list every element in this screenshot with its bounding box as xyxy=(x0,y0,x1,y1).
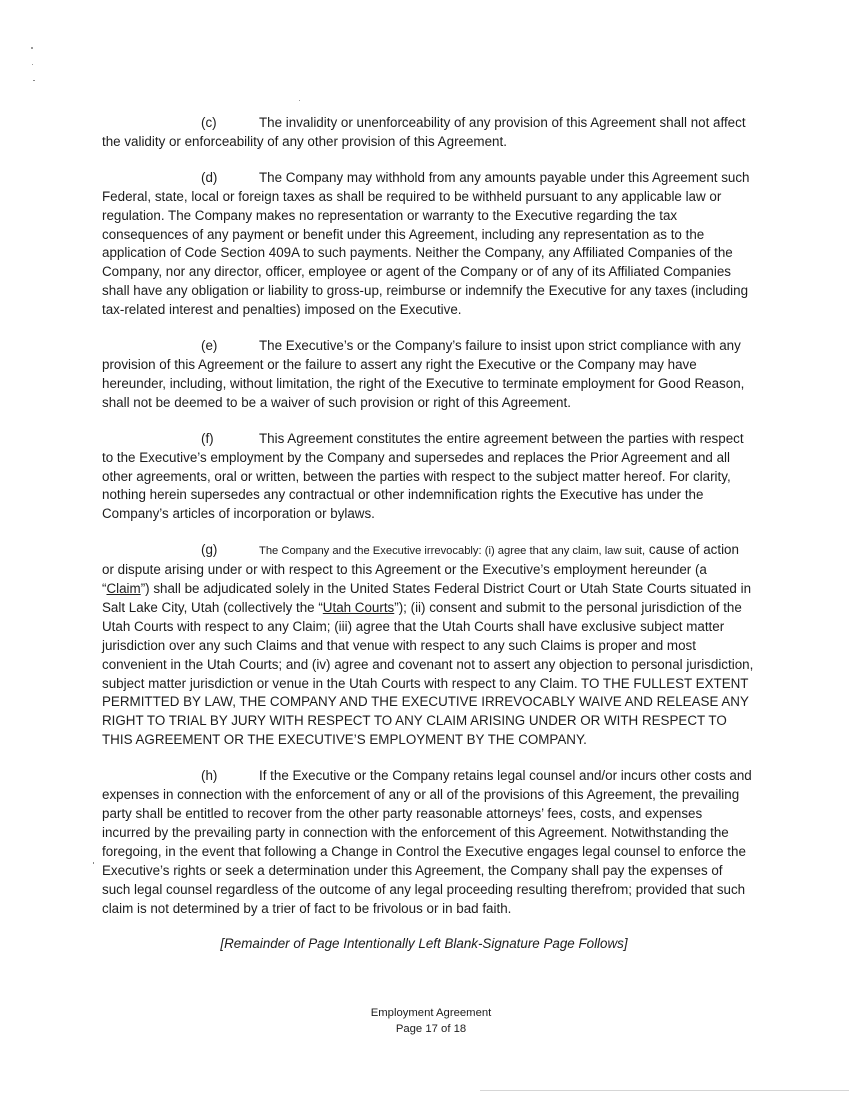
document-body xyxy=(102,114,754,954)
paragraph-label: (e) xyxy=(201,338,218,354)
paragraph-f xyxy=(102,430,754,525)
paragraph-text: The Executive’s or the Company’s failure to insist upon strict compliance with any provision of this Agreement or the failure to assert any right the Executive or the Company may have hereunder, including, without limitation, the right of the Executive to terminate employment for Good Reason, shall not be deemed to be a waiver of such provision or right of this Agreement. xyxy=(102,338,745,410)
paragraph-text: ”) shall be adjudicated solely in the United States Federal District Court or Utah State Courts situated in Salt Lake City, Utah (collectively the “ xyxy=(102,581,752,615)
paragraph-text: The invalidity or unenforceability of any provision of this Agreement shall not affect the validity or enforceability of any other provision of this Agreement. xyxy=(102,115,746,149)
paragraph-text: This Agreement constitutes the entire agreement between the parties with respect to the Executive’s employment by the Company and supersedes and replaces the Prior Agreement and all other agreements, oral or written, between the parties with respect to the subject matter hereof. For clarity, nothing herein supersedes any contractual or other indemnification rights the Executive has under the Company’s articles of incorporation or bylaws. xyxy=(102,430,744,522)
defined-term-utah-courts: Utah Courts xyxy=(322,599,395,615)
paragraph-e xyxy=(102,337,754,413)
scan-speck xyxy=(299,100,300,101)
scan-speck xyxy=(33,80,35,81)
scan-speck xyxy=(31,47,33,49)
paragraph-d xyxy=(102,169,754,320)
paragraph-text: cause of action or dispute arising under or with respect to this Agreement or the Executive’s employment hereunder (a “ xyxy=(102,542,739,597)
paragraph-text: ”); (ii) consent and submit to the personal jurisdiction of the Utah Courts with respect to any Claim; (iii) agree that the Utah Courts shall have exclusive subject matter jurisdiction over any such Claims and that venue with respect to any such Claims is proper and most convenient in the Utah Courts; and (iv) agree and covenant not to assert any objection to personal jurisdiction, subject matter jurisdiction or venue in the Utah Courts with respect to any Claim. TO THE FULLEST EXTENT PERMITTED BY LAW, THE COMPANY AND THE EXECUTIVE IRREVOCABLY WAIVE AND RELEASE ANY RIGHT TO TRIAL BY JURY WITH RESPECT TO ANY CLAIM ARISING UNDER OR WITH RESPECT TO THIS AGREEMENT OR THE EXECUTIVE’S EMPLOYMENT BY THE COMPANY. xyxy=(102,599,754,748)
scan-edge-line xyxy=(480,1090,849,1091)
page-footer xyxy=(0,1006,849,1037)
paragraph-h xyxy=(102,767,754,918)
scan-speck xyxy=(32,64,33,65)
footer-page-number: Page 17 of 18 xyxy=(395,1022,467,1035)
closing-note: [Remainder of Page Intentionally Left Blank-Signature Page Follows] xyxy=(220,936,628,952)
paragraph-label: (d) xyxy=(201,169,218,185)
paragraph-c xyxy=(102,114,754,152)
footer-title: Employment Agreement xyxy=(370,1007,492,1019)
paragraph-text: The Company may withhold from any amounts payable under this Agreement such Federal, state, local or foreign taxes as shall be required to be withheld pursuant to any applicable law or regulation. The Company makes no representation or warranty to the Executive regarding the tax consequences of any payment or benefit under this Agreement, including any representation as to the application of Code Section 409A to such payments. Neither the Company, any Affiliated Companies of the Company, nor any director, officer, employee or agent of the Company or of any of its Affiliated Companies shall have any obligation or liability to gross-up, reimburse or indemnify the Executive for any taxes (including tax-related interest and penalties) imposed on the Executive. xyxy=(102,169,750,318)
paragraph-lead-text: The Company and the Executive irrevocably: (i) agree that any claim, law suit, xyxy=(259,545,646,558)
scan-speck xyxy=(93,862,94,864)
paragraph-g xyxy=(102,541,754,750)
paragraph-label: (c) xyxy=(201,115,217,130)
paragraph-label: (f) xyxy=(201,430,214,446)
paragraph-text: If the Executive or the Company retains legal counsel and/or incurs other costs and expenses in connection with the enforcement of any or all of the provisions of this Agreement, the prevailing party shall be entitled to recover from the other party reasonable attorneys’ fees, costs, and expenses incurred by the prevailing party in connection with the enforcement of this Agreement. Notwithstanding the foregoing, in the event that following a Change in Control the Executive engages legal counsel to enforce the Executive’s rights or seek a determination under this Agreement, the Company shall pay the expenses of such legal counsel regardless of the outcome of any legal proceeding resulting therefrom; provided that such claim is not determined by a trier of fact to be frivolous or in bad faith. xyxy=(102,768,752,916)
paragraph-label: (g) xyxy=(201,542,218,558)
paragraph-label: (h) xyxy=(201,768,218,784)
defined-term-claim: Claim xyxy=(106,581,141,597)
